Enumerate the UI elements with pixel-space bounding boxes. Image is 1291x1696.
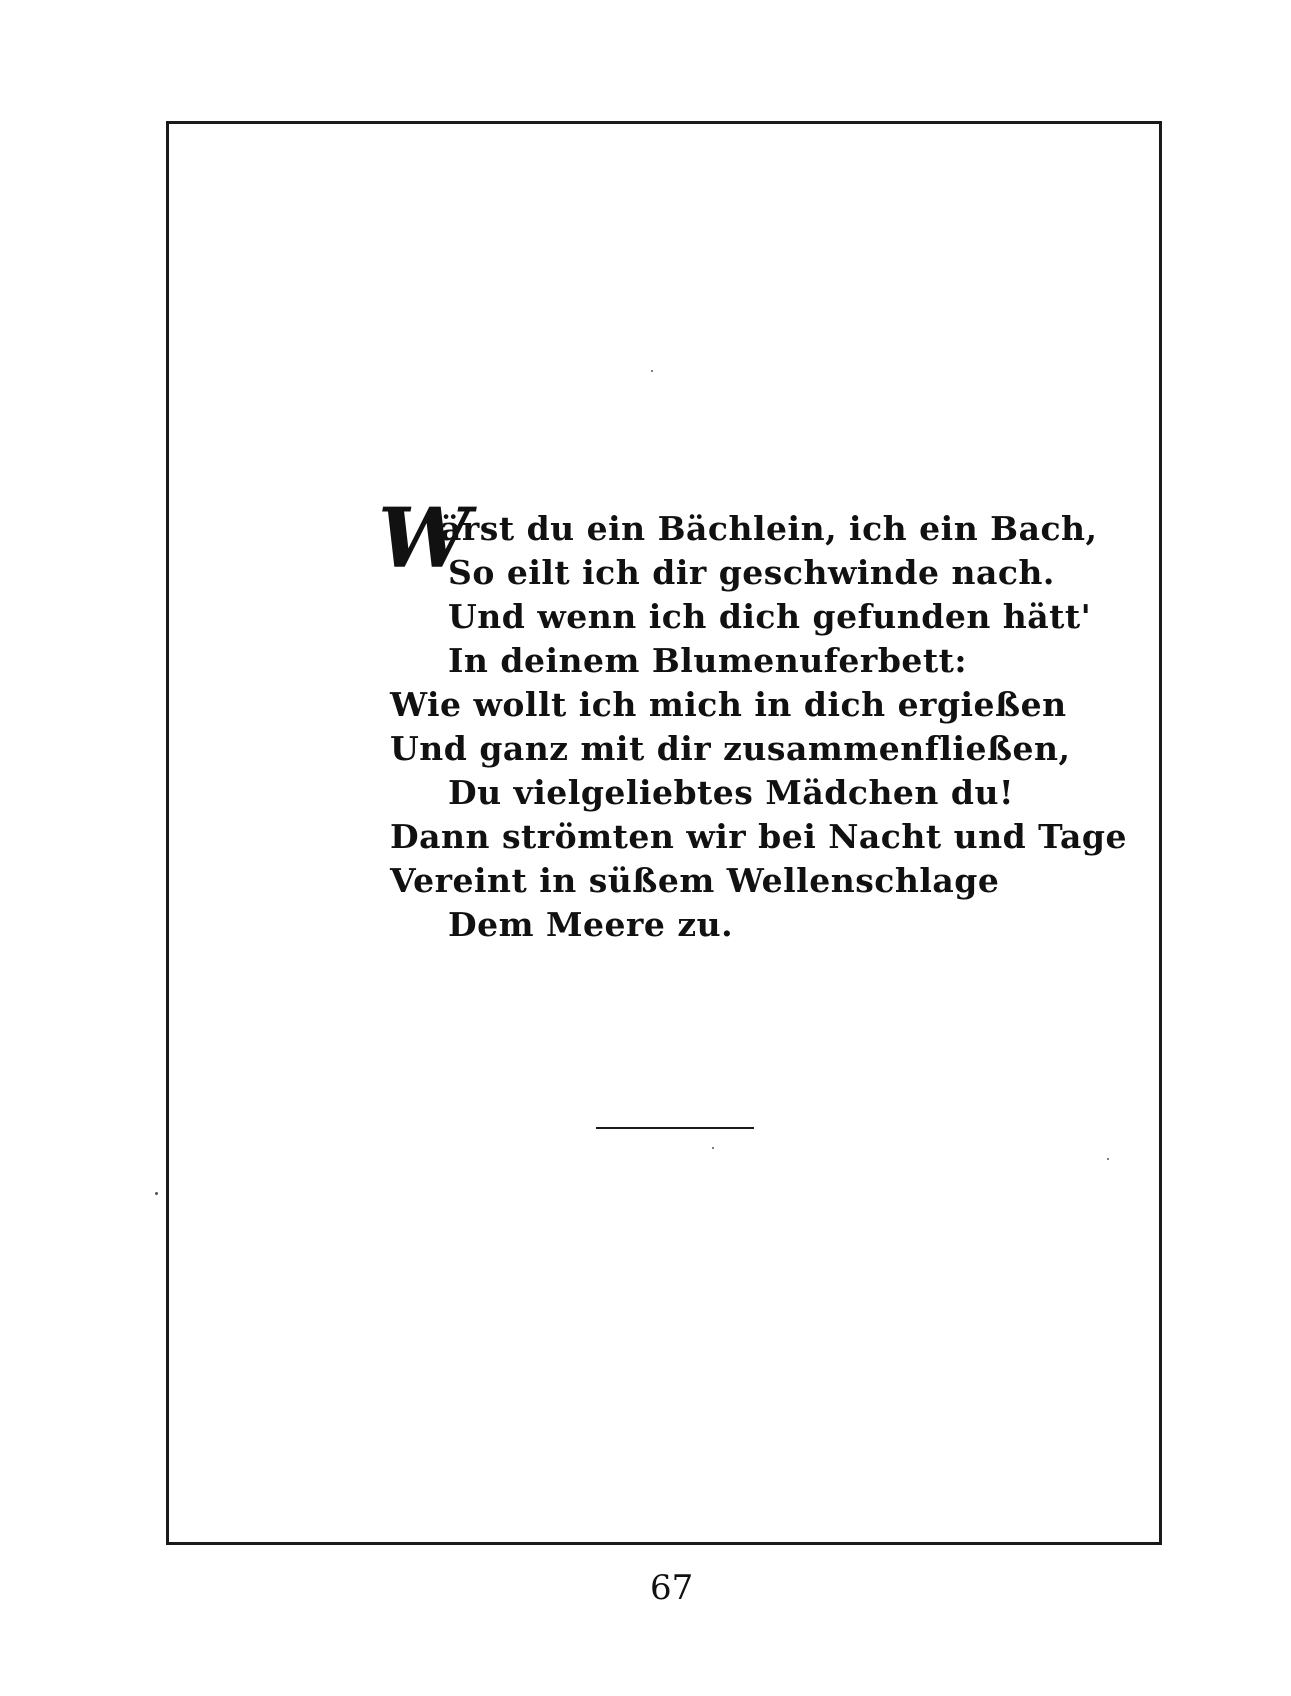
poem-line-5: Wie wollt ich mich in dich ergießen [390, 685, 1067, 724]
poem-line-2: So eilt ich dir geschwinde nach. [448, 553, 1055, 592]
poem-line-9: Vereint in süßem Wellenschlage [390, 861, 1000, 900]
scan-speck [1107, 1158, 1109, 1160]
section-rule [596, 1127, 754, 1129]
drop-cap: W [378, 491, 471, 587]
poem-line-7: Du vielgeliebtes Mädchen du! [448, 773, 1014, 812]
scan-speck [712, 1147, 714, 1149]
poem-line-10: Dem Meere zu. [448, 905, 734, 944]
poem-line-6: Und ganz mit dir zusammenfließen, [390, 729, 1071, 768]
poem-line-3: Und wenn ich dich gefunden hätt' [448, 597, 1092, 636]
poem-line-8: Dann strömten wir bei Nacht und Tage [390, 817, 1128, 856]
poem-line-4: In deinem Blumenuferbett: [448, 641, 968, 680]
poem-line-1: ärst du ein Bächlein, ich ein Bach, [440, 509, 1098, 548]
page-number: 67 [650, 1568, 694, 1608]
scan-speck [155, 1192, 158, 1195]
scan-speck [651, 370, 653, 372]
